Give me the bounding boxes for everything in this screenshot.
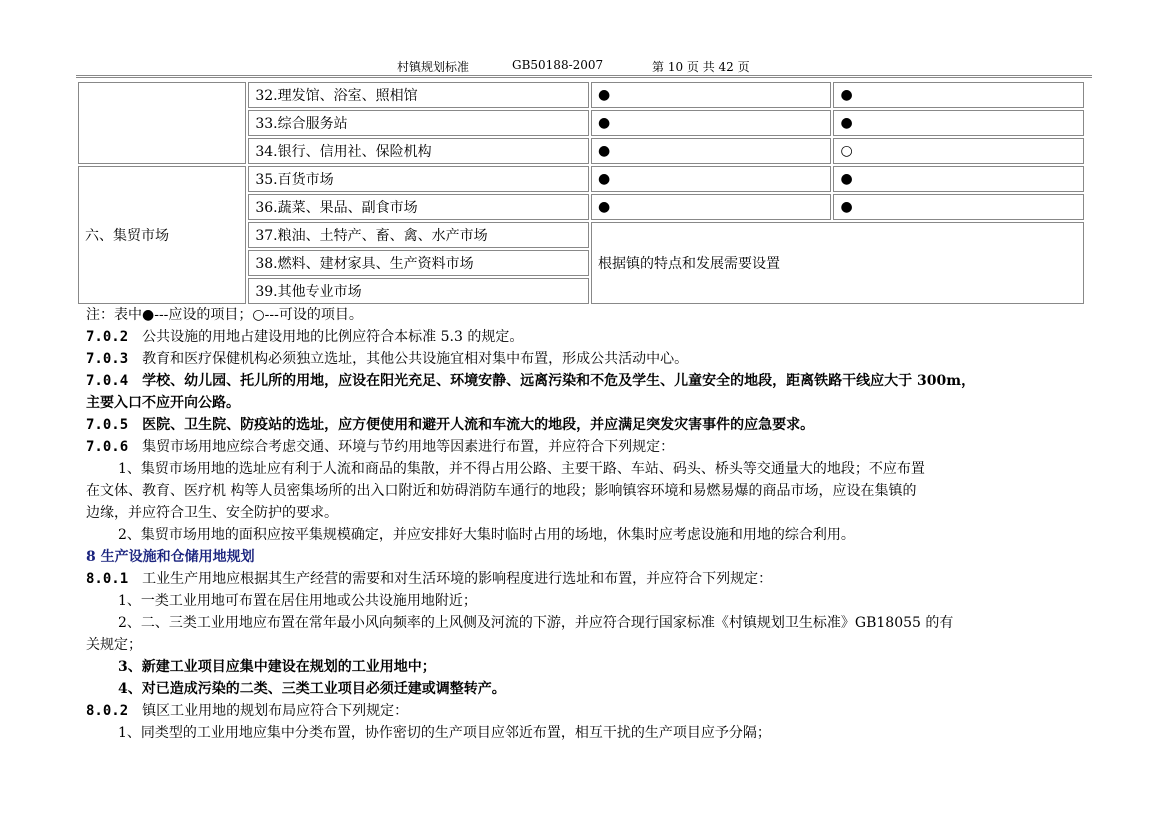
- clause-7-0-6-item-1-cont2: 边缘，并应符合卫生、安全防护的要求。: [86, 505, 338, 521]
- clause-7-0-5: 7.0.5 医院、卫生院、防疫站的选址，应方便使用和避开人流和车流大的地段，并应满足突发灾害事件的应急要求。: [86, 417, 815, 433]
- category-cell: 六、集贸市场: [78, 166, 246, 304]
- clause-8-0-1-item-2-cont: 关规定；: [86, 637, 142, 653]
- clause-7-0-6-item-1: 1、集贸市场用地的选址应有利于人流和商品的集散，并不得占用公路、主要干路、车站、码头、桥头等交通量大的地段；不应布置: [118, 461, 925, 477]
- clause-7-0-2: 7.0.2 公共设施的用地占建设用地的比例应符合本标准 5.3 的规定。: [86, 329, 524, 345]
- clause-7-0-4: 7.0.4 学校、幼儿园、托儿所的用地，应设在阳光充足、环境安静、远离污染和不危及学生、儿童安全的地段，距离铁路干线应大于 300m，: [86, 373, 976, 389]
- clause-8-0-1-item-4: 4、对已造成污染的二类、三类工业项目必须迁建或调整转产。: [118, 681, 506, 697]
- table-row: [78, 166, 1084, 192]
- merged-note-cell: 根据镇的特点和发展需要设置: [591, 222, 1084, 304]
- mark-cell: ○: [833, 138, 1084, 164]
- item-cell: 39.其他专业市场: [248, 278, 589, 304]
- item-cell: 37.粮油、土特产、畜、禽、水产市场: [248, 222, 589, 248]
- mark-cell: ●: [591, 194, 831, 220]
- clause-8-0-1-item-3: 3、新建工业项目应集中建设在规划的工业用地中；: [118, 659, 436, 675]
- clause-7-0-6-item-1-cont: 在文体、教育、医疗机 构等人员密集场所的出入口附近和妨碍消防车通行的地段；影响镇容环境和易燃易爆的商品市场，应设在集镇的: [86, 483, 917, 499]
- section-heading-8: 8 生产设施和仓储用地规划: [86, 549, 255, 565]
- page-info: 第 10 页 共 42 页: [652, 60, 750, 74]
- clause-8-0-1-item-2: 2、二、三类工业用地应布置在常年最小风向频率的上风侧及河流的下游，并应符合现行国家标准《村镇规划卫生标准》GB18055 的有: [118, 615, 954, 631]
- table-row: [78, 82, 1084, 108]
- clause-7-0-6: 7.0.6 集贸市场用地应综合考虑交通、环境与节约用地等因素进行布置，并应符合下列规定：: [86, 439, 675, 455]
- mark-cell: ●: [591, 166, 831, 192]
- mark-cell: ●: [591, 110, 831, 136]
- clause-7-0-4-cont: 主要入口不应开向公路。: [86, 395, 240, 411]
- item-cell: 34.银行、信用社、保险机构: [248, 138, 589, 164]
- clause-8-0-1: 8.0.1 工业生产用地应根据其生产经营的需要和对生活环境的影响程度进行选址和布置，并应符合下列规定：: [86, 571, 773, 587]
- item-cell: 38.燃料、建材家具、生产资料市场: [248, 250, 589, 276]
- table-note: 注：表中●---应设的项目；○---可设的项目。: [86, 307, 363, 323]
- mark-cell: ●: [833, 194, 1084, 220]
- item-cell: 33.综合服务站: [248, 110, 589, 136]
- mark-cell: ●: [833, 82, 1084, 108]
- clause-8-0-1-item-1: 1、一类工业用地可布置在居住用地或公共设施用地附近；: [118, 593, 477, 609]
- clause-7-0-3: 7.0.3 教育和医疗保健机构必须独立选址，其他公共设施宜相对集中布置，形成公共活动中心。: [86, 351, 689, 367]
- document-body: [86, 304, 1086, 744]
- item-cell: 35.百货市场: [248, 166, 589, 192]
- header-rule-2: [76, 77, 1092, 78]
- item-cell: 32.理发馆、浴室、照相馆: [248, 82, 589, 108]
- standard-code: GB50188-2007: [512, 58, 604, 72]
- facilities-table: [76, 80, 1086, 306]
- mark-cell: ●: [591, 82, 831, 108]
- clause-8-0-2-item-1: 1、同类型的工业用地应集中分类布置，协作密切的生产项目应邻近布置，相互干扰的生产项目应予分隔；: [118, 725, 771, 741]
- category-cell-empty: [78, 82, 246, 164]
- mark-cell: ●: [591, 138, 831, 164]
- mark-cell: ●: [833, 166, 1084, 192]
- clause-7-0-6-item-2: 2、集贸市场用地的面积应按平集规模确定，并应安排好大集时临时占用的场地，休集时应考虑设施和用地的综合利用。: [118, 527, 855, 543]
- header-rule: [76, 75, 1092, 76]
- mark-cell: ●: [833, 110, 1084, 136]
- item-cell: 36.蔬菜、果品、副食市场: [248, 194, 589, 220]
- doc-title: 村镇规划标准: [397, 60, 470, 74]
- clause-8-0-2: 8.0.2 镇区工业用地的规划布局应符合下列规定：: [86, 703, 409, 719]
